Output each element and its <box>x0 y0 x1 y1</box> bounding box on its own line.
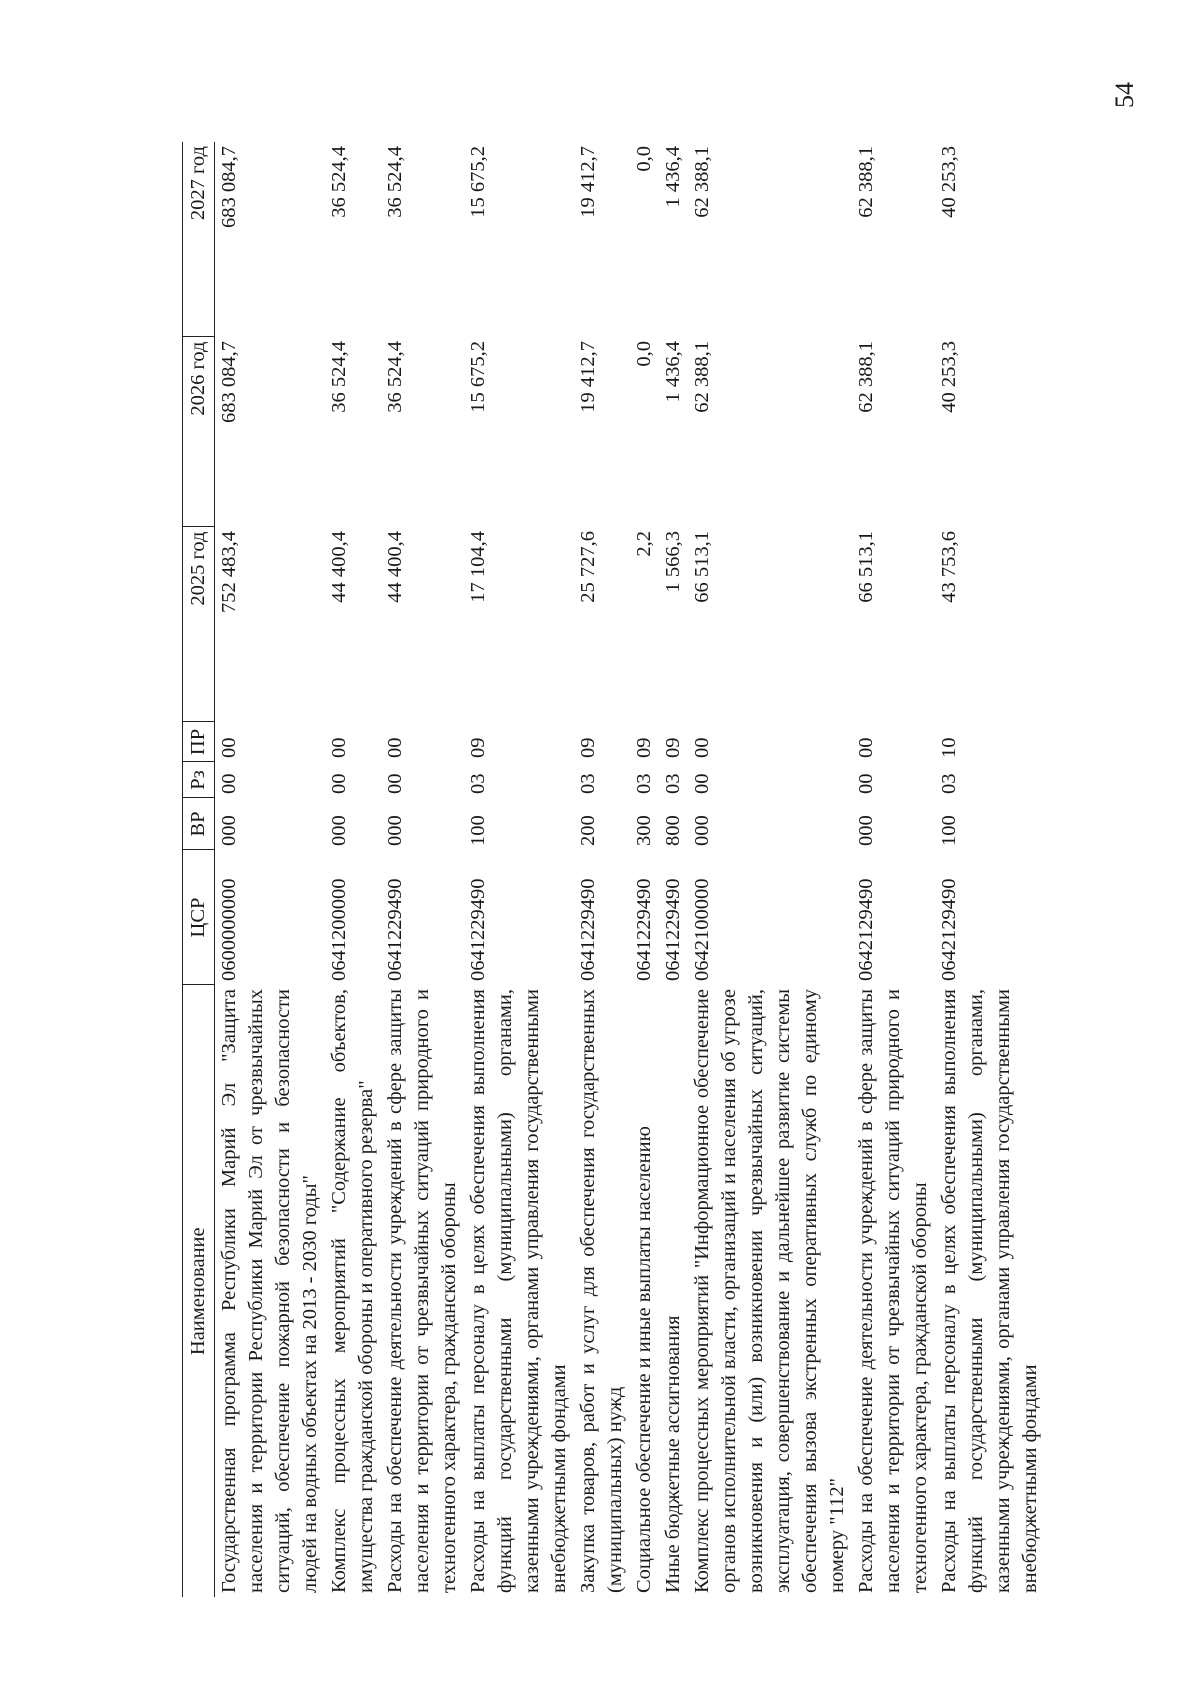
row-pr: 09 <box>633 737 655 758</box>
row-csr: 0642129490 <box>938 878 960 981</box>
row-2026: 683 084,7 <box>218 341 240 423</box>
table-container <box>182 142 1041 1597</box>
header-2025: 2025 год <box>183 527 215 722</box>
row-vr: 000 <box>691 815 713 846</box>
table-row <box>852 142 935 1597</box>
row-pr: 00 <box>384 737 406 758</box>
row-csr: 0641229490 <box>577 878 599 981</box>
row-rz: 00 <box>691 773 713 794</box>
row-2026: 1 436,4 <box>662 341 684 403</box>
row-2025: 17 104,4 <box>467 531 489 603</box>
row-2027: 19 412,7 <box>577 146 599 218</box>
header-2027: 2027 год <box>183 142 215 337</box>
row-vr: 100 <box>938 815 960 846</box>
header-2026: 2026 год <box>183 337 215 527</box>
row-csr: 0642129490 <box>855 878 877 981</box>
row-2025: 44 400,4 <box>384 531 406 603</box>
row-name: Расходы на выплаты персоналу в целях обеспечения выполнения функций государственными (муниципальными) органами, казенными учреждениями, органами управления государственными внебюджетными фондами <box>467 989 570 1593</box>
row-vr: 000 <box>855 815 877 846</box>
row-2025: 66 513,1 <box>855 531 877 603</box>
header-vr: ВР <box>183 798 215 850</box>
header-rz: Рз <box>183 762 215 798</box>
row-name: Социальное обеспечение и иные выплаты населению <box>633 1126 655 1593</box>
row-rz: 00 <box>855 773 877 794</box>
row-csr: 0641229490 <box>384 878 406 981</box>
row-name: Комплекс процессных мероприятий "Информационное обеспечение органов исполнительной власти, организаций и населения об угрозе возникновения и (или) возникновении чрезвычайных ситуаций, эксплуатация, совершенствование и дальнейшее развитие системы обеспечения вызова экстренных оперативных служб по единому номеру "112" <box>691 989 848 1593</box>
row-2026: 36 524,4 <box>328 341 350 413</box>
row-2027: 40 253,3 <box>938 146 960 218</box>
row-csr: 0641200000 <box>328 878 350 981</box>
row-2026: 15 675,2 <box>467 341 489 413</box>
row-2027: 683 084,7 <box>218 146 240 228</box>
row-2025: 752 483,4 <box>218 531 240 613</box>
row-vr: 200 <box>577 815 599 846</box>
row-pr: 00 <box>855 737 877 758</box>
row-csr: 0641229490 <box>662 878 684 981</box>
row-rz: 03 <box>662 773 684 794</box>
header-pr: ПР <box>183 722 215 762</box>
row-rz: 00 <box>328 773 350 794</box>
row-pr: 00 <box>691 737 713 758</box>
row-csr: 0642100000 <box>691 878 713 981</box>
row-vr: 300 <box>633 815 655 846</box>
row-name: Государственная программа Республики Марий Эл "Защита населения и территории Республики Марий Эл от чрезвычайных ситуаций, обеспечение пожарной безопасности и безопасности людей на водных объектах на 2013 - 2030 годы" <box>218 989 321 1593</box>
table-row <box>630 142 659 1597</box>
table-row <box>574 142 630 1597</box>
row-pr: 09 <box>467 737 489 758</box>
row-rz: 03 <box>467 773 489 794</box>
row-2027: 36 524,4 <box>384 146 406 218</box>
row-2026: 0,0 <box>633 341 655 367</box>
row-vr: 000 <box>218 815 240 846</box>
row-name: Расходы на выплаты персоналу в целях обеспечения выполнения функций государственными (муниципальными) органами, казенными учреждениями, органами управления государственными внебюджетными фондами <box>938 989 1041 1593</box>
row-pr: 00 <box>328 737 350 758</box>
header-name: Наименование <box>183 985 215 1597</box>
table-row <box>688 142 852 1597</box>
table-row <box>935 142 1045 1597</box>
row-2025: 66 513,1 <box>691 531 713 603</box>
row-name: Расходы на обеспечение деятельности учреждений в сфере защиты населения и территории от чрезвычайных ситуаций природного и техногенного характера, гражданской обороны <box>855 989 931 1593</box>
row-name: Закупка товаров, работ и услуг для обеспечения государственных (муниципальных) нужд <box>577 989 626 1593</box>
row-2027: 62 388,1 <box>855 146 877 218</box>
row-2025: 44 400,4 <box>328 531 350 603</box>
row-2026: 40 253,3 <box>938 341 960 413</box>
table-row <box>464 142 574 1597</box>
table-header-row <box>183 142 215 1597</box>
row-csr: 0641229490 <box>467 878 489 981</box>
table-row <box>381 142 464 1597</box>
row-2026: 62 388,1 <box>691 341 713 413</box>
budget-table <box>182 142 1045 1597</box>
row-vr: 800 <box>662 815 684 846</box>
row-pr: 09 <box>662 737 684 758</box>
row-pr: 09 <box>577 737 599 758</box>
row-rz: 00 <box>218 773 240 794</box>
row-rz: 03 <box>577 773 599 794</box>
row-2027: 62 388,1 <box>691 146 713 218</box>
row-2027: 0,0 <box>633 146 655 172</box>
row-2026: 19 412,7 <box>577 341 599 413</box>
table-row <box>215 142 326 1597</box>
row-pr: 10 <box>938 737 960 758</box>
row-2027: 1 436,4 <box>662 146 684 208</box>
header-csr: ЦСР <box>183 850 215 985</box>
row-2025: 2,2 <box>633 531 655 557</box>
row-2026: 36 524,4 <box>384 341 406 413</box>
row-rz: 03 <box>938 773 960 794</box>
row-vr: 000 <box>384 815 406 846</box>
row-2025: 43 753,6 <box>938 531 960 603</box>
row-rz: 00 <box>384 773 406 794</box>
row-name: Иные бюджетные ассигнования <box>662 1315 684 1593</box>
row-vr: 000 <box>328 815 350 846</box>
row-name: Расходы на обеспечение деятельности учреждений в сфере защиты населения и территории от чрезвычайных ситуаций природного и техногенного характера, гражданской обороны <box>384 989 460 1593</box>
row-csr: 0641229490 <box>633 878 655 981</box>
row-2025: 25 727,6 <box>577 531 599 603</box>
table-row <box>325 142 381 1597</box>
row-pr: 00 <box>218 737 240 758</box>
page-number: 54 <box>1110 82 1139 108</box>
row-csr: 0600000000 <box>218 878 240 981</box>
row-2025: 1 566,3 <box>662 531 684 593</box>
row-2027: 36 524,4 <box>328 146 350 218</box>
row-name: Комплекс процессных мероприятий "Содержание объектов, имущества гражданской обороны и оперативного резерва" <box>328 989 377 1593</box>
row-rz: 03 <box>633 773 655 794</box>
row-2026: 62 388,1 <box>855 341 877 413</box>
row-vr: 100 <box>467 815 489 846</box>
table-row <box>659 142 688 1597</box>
row-2027: 15 675,2 <box>467 146 489 218</box>
